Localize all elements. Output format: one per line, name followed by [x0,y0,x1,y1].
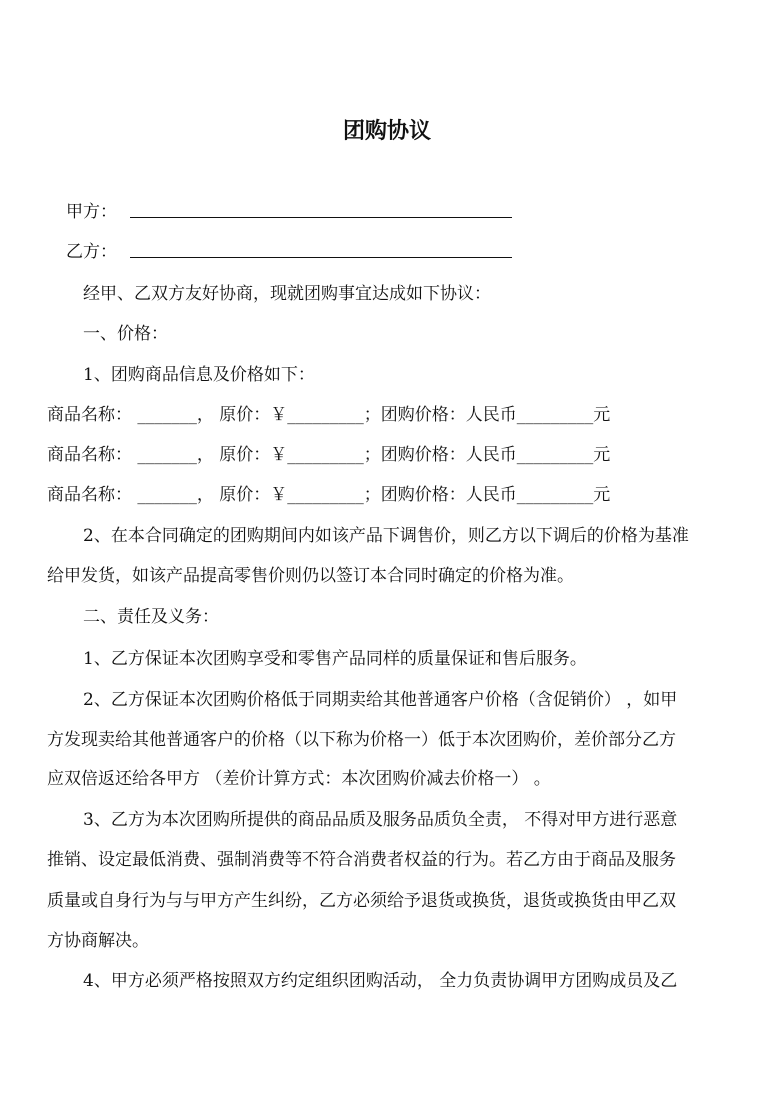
party-b-label: 乙方： [66,242,117,262]
product-row: 商品名称： _______， 原价：￥_________；团购价格：人民币_________元 [47,405,611,425]
product-row: 商品名称： _______， 原价：￥_________；团购价格：人民币_________元 [47,445,611,465]
item2-line: 2、在本合同确定的团购期间内如该产品下调售价，则乙方以下调后的价格为基准 [83,526,689,546]
duty3-line: 方协商解决。 [47,931,149,951]
duty1-paragraph: 1、乙方保证本次团购享受和零售产品同样的质量保证和售后服务。 [83,649,587,669]
duty2-line: 2、乙方保证本次团购价格低于同期卖给其他普通客户价格（含促销价） ，如甲 [83,690,678,710]
document-title: 团购协议 [342,119,431,144]
item1-heading: 1、团购商品信息及价格如下： [83,365,315,385]
duty3-line: 推销、设定最低消费、强制消费等不符合消费者权益的行为。若乙方由于商品及服务 [47,850,676,870]
duty3-line: 质量或自身行为与与甲方产生纠纷，乙方必须给予退货或换货，退货或换货由甲乙双 [47,891,676,911]
section2-heading: 二、责任及义务： [83,607,219,627]
party-a-label: 甲方： [66,202,117,222]
party-a-signature-line [130,217,512,218]
duty2-line: 应双倍返还给各甲方 （差价计算方式：本次团购价减去价格一） 。 [47,769,551,789]
duty4-line: 4、甲方必须严格按照双方约定组织团购活动， 全力负责协调甲方团购成员及乙 [83,971,678,991]
duty2-line: 方发现卖给其他普通客户的价格（以下称为价格一）低于本次团购价，差价部分乙方 [47,730,676,750]
intro-paragraph: 经甲、乙双方友好协商，现就团购事宜达成如下协议： [83,284,491,304]
item2-line: 给甲发货，如该产品提高零售价则仍以签订本合同时确定的价格为准。 [47,566,574,586]
section1-heading: 一、价格： [83,324,168,344]
duty3-line: 3、乙方为本次团购所提供的商品品质及服务品质负全责， 不得对甲方进行恶意 [83,810,678,830]
product-row: 商品名称： _______， 原价：￥_________；团购价格：人民币_________元 [47,485,611,505]
party-b-signature-line [130,257,512,258]
